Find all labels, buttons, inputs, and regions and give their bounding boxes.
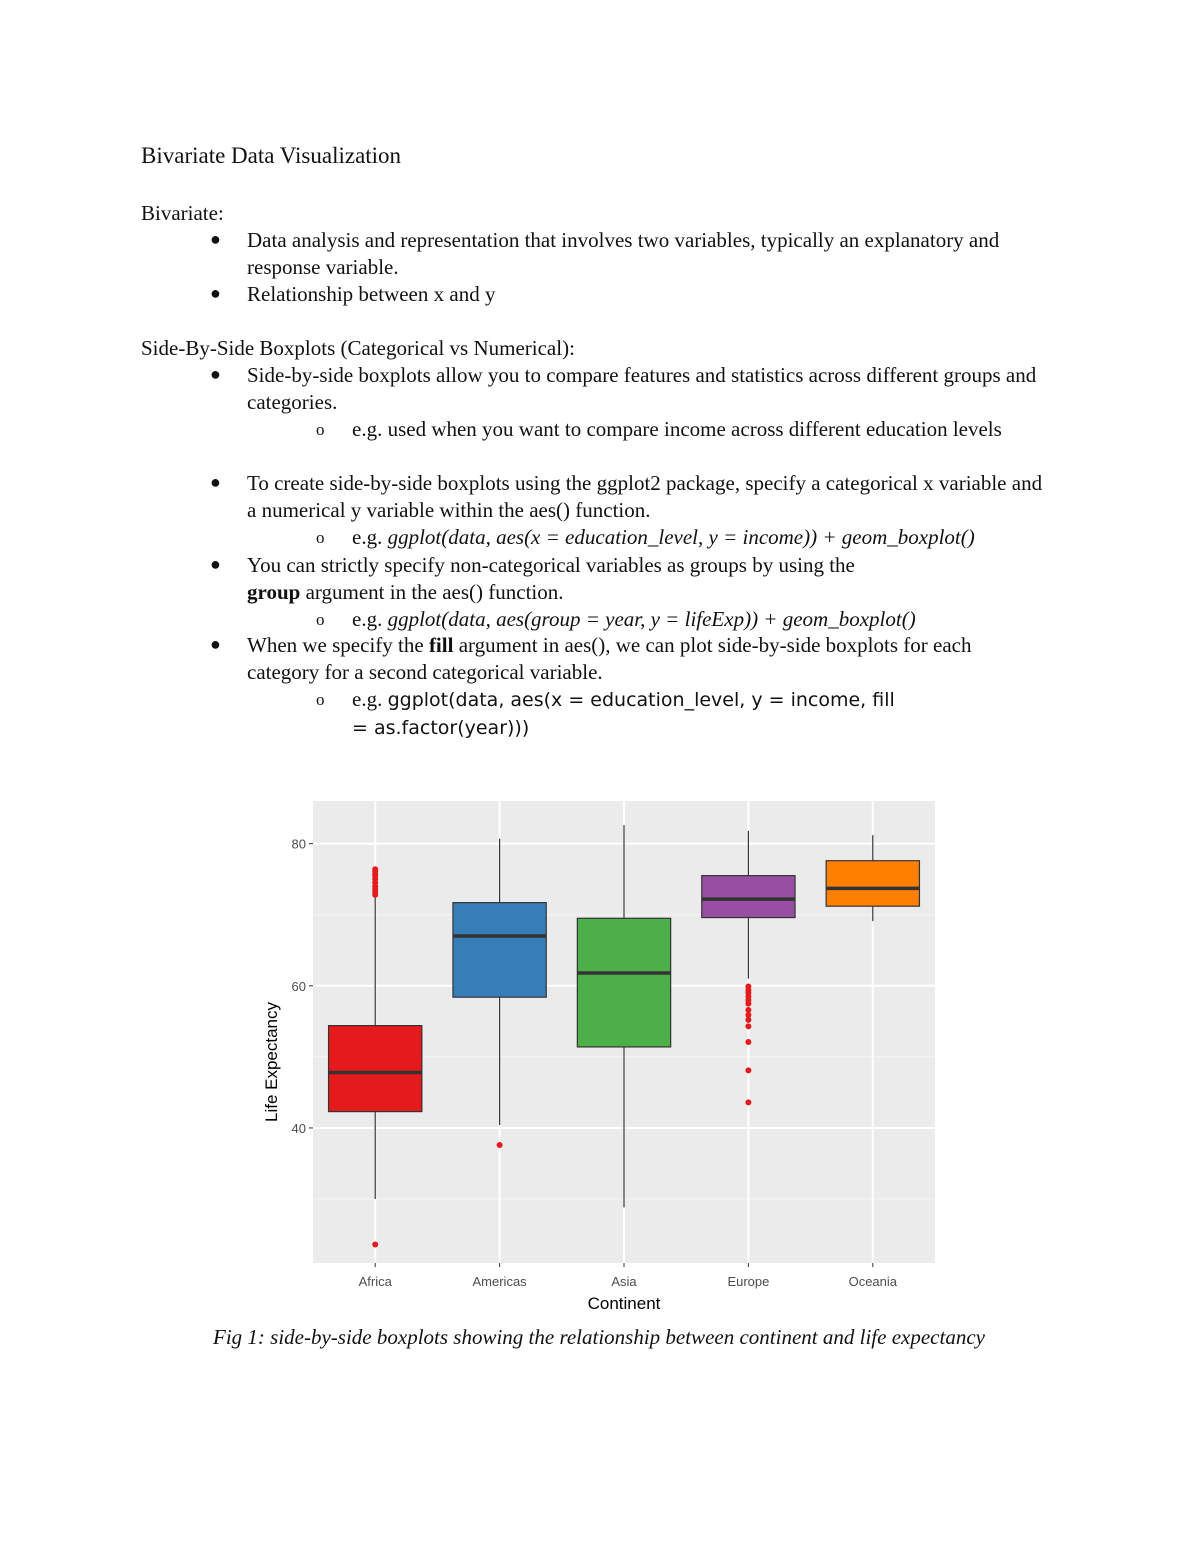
example-prefix: e.g. [352, 525, 388, 549]
circle-bullet-icon: o [316, 528, 325, 547]
x-tick-label: Africa [358, 1274, 392, 1289]
bullet-icon: ● [210, 554, 221, 574]
text-run: argument in the aes() function. [300, 580, 564, 604]
outlier-point [372, 1242, 378, 1248]
boxplots-bullet-3 [247, 552, 907, 606]
bold-term: fill [428, 633, 454, 657]
figure-caption: Fig 1: side-by-side boxplots showing the relationship between continent and life expectancy [213, 1325, 985, 1349]
code-example: ggplot(data, aes(x = education_level, y = income)) + geom_boxplot() [387, 525, 975, 549]
outlier-point [372, 866, 378, 872]
y-tick-label: 40 [291, 1120, 306, 1136]
bold-term: group [247, 580, 301, 604]
x-tick-label: Asia [611, 1274, 637, 1289]
boxplots-bullet-2: To create side-by-side boxplots using the ggplot2 package, specify a categorical x variable and a numerical y variable within the aes() function. [247, 471, 1043, 522]
boxplots-bullet-2-sub [352, 524, 1172, 551]
bullet-icon: ● [210, 472, 221, 492]
y-tick-label: 60 [291, 978, 306, 994]
outlier-point [497, 1142, 503, 1148]
bivariate-bullet-2: Relationship between x and y [247, 282, 496, 306]
bullet-icon: ● [210, 634, 221, 654]
page-title: Bivariate Data Visualization [141, 143, 402, 168]
text-run: You can strictly specify non-categorical variables as groups by using the [247, 553, 855, 577]
boxplot-chart [255, 795, 945, 1320]
text-run: argument in aes(), we can plot side-by-side boxplots for each category for a second categorical variable. [247, 633, 972, 684]
circle-bullet-icon: o [316, 610, 325, 629]
box-europe [702, 876, 795, 918]
boxplots-heading: Side-By-Side Boxplots (Categorical vs Numerical): [141, 336, 575, 360]
circle-bullet-icon: o [316, 690, 325, 709]
bivariate-bullet-1: Data analysis and representation that involves two variables, typically an explanatory and response variable. [247, 228, 1000, 279]
boxplots-bullet-4 [247, 632, 1037, 686]
y-axis-title: Life Expectancy [262, 1001, 281, 1123]
bullet-icon: ● [210, 283, 221, 303]
code-example: ggplot(data, aes(group = year, y = lifeExp)) + geom_boxplot() [387, 607, 916, 631]
bullet-icon: ● [210, 364, 221, 384]
circle-bullet-icon: o [316, 420, 325, 439]
outlier-point [745, 984, 751, 990]
boxplots-bullet-4-sub [352, 686, 912, 742]
boxplots-bullet-1-sub: e.g. used when you want to compare income across different education levels [352, 417, 1002, 441]
example-prefix: e.g. [352, 687, 388, 711]
code-example: ggplot(data, aes(x = education_level, y = income, fill = as.factor(year))) [352, 689, 895, 739]
outlier-point [745, 1099, 751, 1105]
outlier-point [745, 1023, 751, 1029]
box-africa [329, 1026, 422, 1112]
x-axis-title: Continent [587, 1294, 661, 1313]
y-tick-label: 80 [291, 836, 306, 852]
x-tick-label: Americas [472, 1274, 527, 1289]
box-oceania [826, 861, 919, 906]
outlier-point [745, 1067, 751, 1073]
bivariate-heading: Bivariate: [141, 201, 224, 225]
x-tick-label: Oceania [848, 1274, 898, 1289]
box-americas [453, 903, 546, 998]
bullet-icon: ● [210, 229, 221, 249]
outlier-point [745, 1039, 751, 1045]
x-tick-label: Europe [727, 1274, 770, 1289]
box-asia [577, 918, 670, 1047]
boxplots-bullet-1: Side-by-side boxplots allow you to compare features and statistics across different groups and categories. [247, 363, 1037, 414]
outlier-point [745, 1007, 751, 1013]
text-run: When we specify the [247, 633, 429, 657]
example-prefix: e.g. [352, 607, 388, 631]
boxplots-bullet-3-sub [352, 606, 1052, 633]
